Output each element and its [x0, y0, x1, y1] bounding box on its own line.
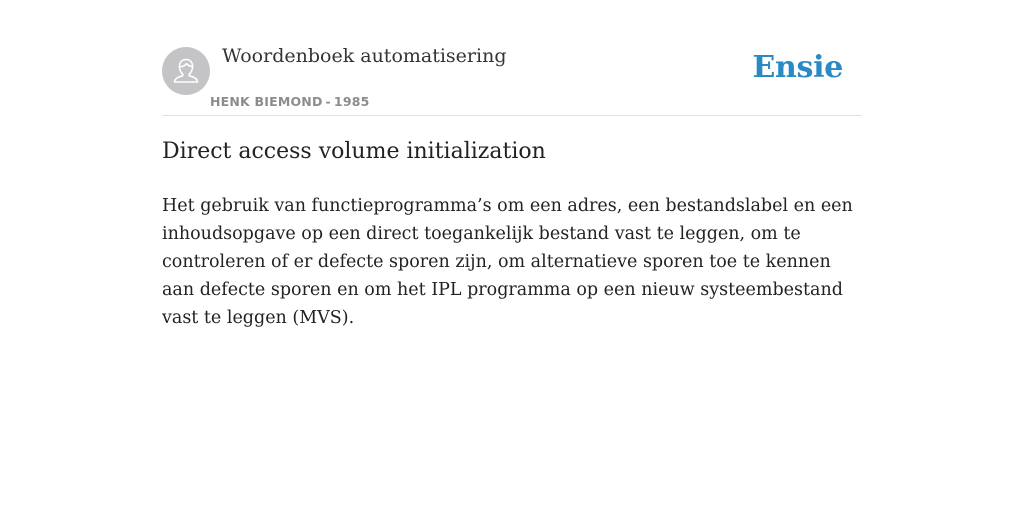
avatar[interactable]: [162, 47, 210, 95]
entry-definition: Het gebruik van functieprogramma’s om een adres, een bestandslabel en een inhoudsopgave op een direct toegankelijk bestand vast te leggen, om te controleren of er defecte sporen zijn, om alternatieve sporen toe te kennen aan defecte sporen en om het IPL programma op een nieuw systeembestand vast te leggen (MVS).: [162, 196, 853, 328]
byline-separator: -: [325, 94, 331, 109]
entry-card: [162, 0, 862, 328]
author-name[interactable]: HENK BIEMOND: [210, 94, 323, 109]
brand-logo[interactable]: Ensie: [752, 50, 843, 85]
entry-header: [162, 0, 862, 116]
publication-year: 1985: [333, 94, 370, 109]
user-silhouette-icon: [162, 47, 210, 95]
entry-title: Direct access volume initialization: [162, 139, 546, 164]
book-title[interactable]: Woordenboek automatisering: [222, 45, 507, 67]
byline: [210, 94, 370, 109]
